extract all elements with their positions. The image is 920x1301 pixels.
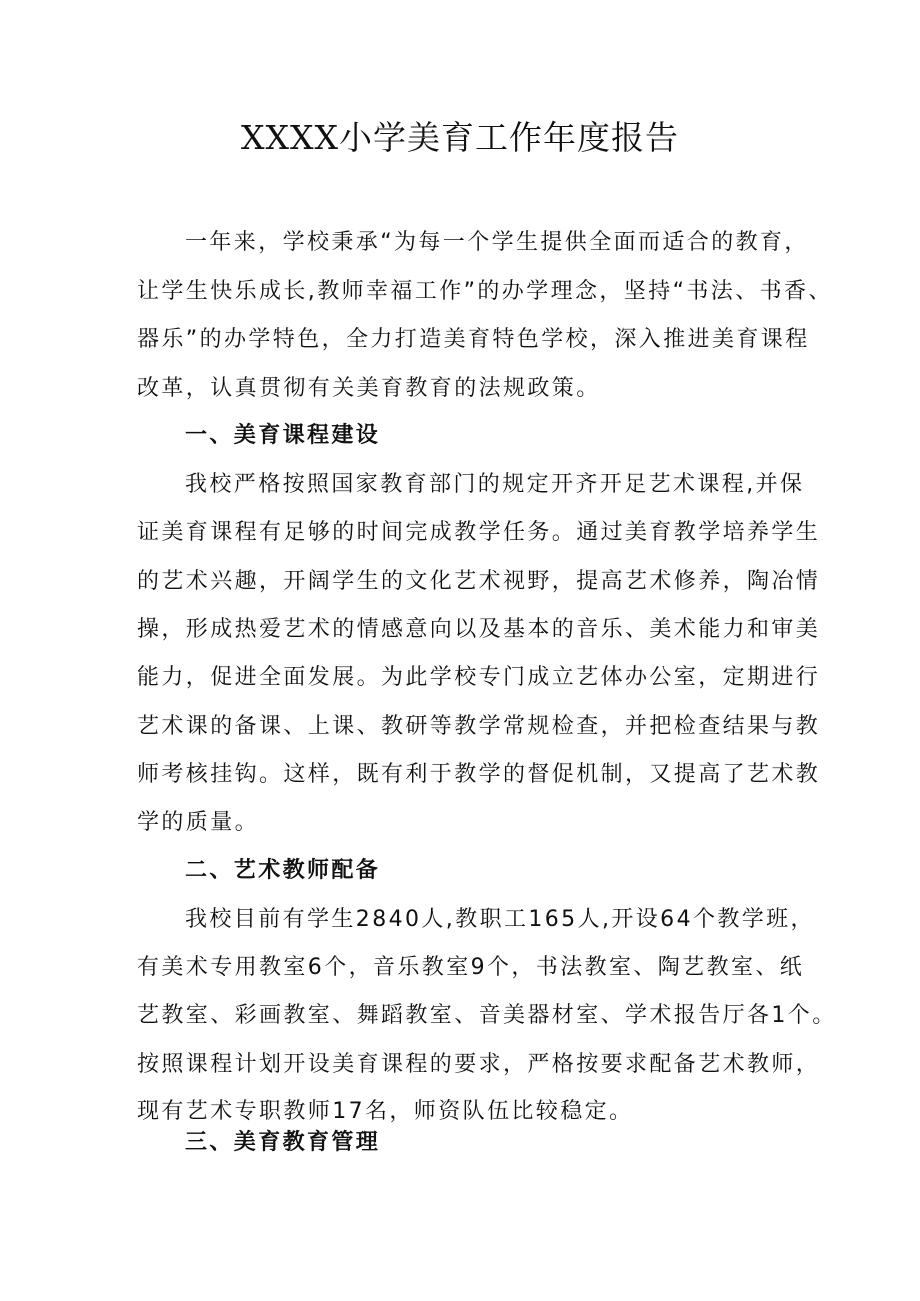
paragraph-line: 艺术课的备课、上课、教研等教学常规检查，并把检查结果与教	[137, 714, 821, 739]
paragraph-line: 证美育课程有足够的时间完成教学任务。通过美育教学培养学生	[137, 520, 821, 545]
intro-line: 一年来，学校秉承“为每一个学生提供全面而适合的教育，	[185, 230, 809, 255]
paragraph-line: 我校严格按照国家教育部门的规定开齐开足艺术课程,并保	[185, 472, 805, 497]
paragraph-line: 按照课程计划开设美育课程的要求，严格按要求配备艺术教师，	[137, 1052, 821, 1077]
section-heading: 一、美育课程建设	[185, 423, 381, 448]
section-heading: 三、美育教育管理	[185, 1130, 381, 1155]
paragraph-line: 能力，促进全面发展。为此学校专门成立艺体办公室，定期进行	[137, 665, 821, 690]
paragraph-line: 有美术专用教室6个，音乐教室9个，书法教室、陶艺教室、纸	[137, 955, 805, 980]
paragraph-line: 师考核挂钩。这样，既有利于教学的督促机制，又提高了艺术教	[137, 762, 821, 787]
intro-line: 器乐”的办学特色，全力打造美育特色学校，深入推进美育课程	[137, 327, 810, 352]
paragraph-line: 操，形成热爱艺术的情感意向以及基本的音乐、美术能力和审美	[137, 617, 821, 642]
paragraph-line: 艺教室、彩画教室、舞蹈教室、音美器材室、学术报告厅各1个。	[137, 1003, 837, 1028]
paragraph-line: 我校目前有学生2840人,教职工165人,开设64个教学班，	[185, 907, 815, 932]
section-heading: 二、艺术教师配备	[185, 858, 381, 883]
paragraph-line: 现有艺术专职教师17名，师资队伍比较稳定。	[137, 1099, 634, 1124]
intro-line: 改革，认真贯彻有关美育教育的法规政策。	[137, 376, 601, 401]
paragraph-line: 学的质量。	[137, 810, 260, 835]
intro-line: 让学生快乐成长,教师幸福工作”的办学理念，坚持“书法、书香、	[137, 279, 833, 304]
document-title: XXXX小学美育工作年度报告	[241, 118, 679, 157]
paragraph-line: 的艺术兴趣，开阔学生的文化艺术视野，提高艺术修养，陶冶情	[137, 569, 821, 594]
